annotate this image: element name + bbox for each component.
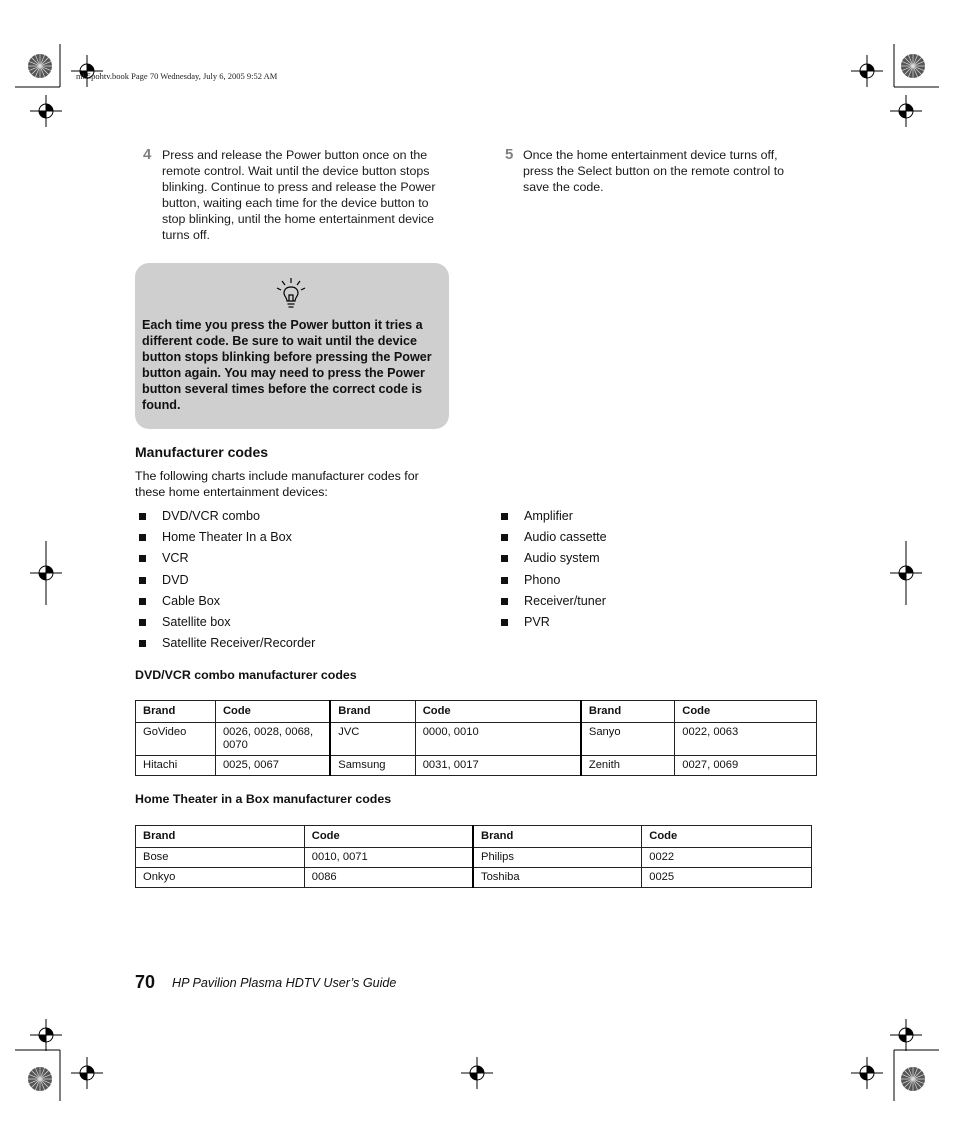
table-header-row: [136, 701, 817, 723]
list-item: PVR: [497, 614, 797, 635]
bullet-icon: [501, 513, 508, 520]
table-row: [136, 756, 817, 776]
htib-table: [135, 825, 812, 888]
list-item: Phono: [497, 572, 797, 593]
column-header: Brand: [136, 701, 216, 723]
reg-star-br: [901, 1067, 925, 1091]
table-row: [136, 723, 817, 756]
column-header: Brand: [136, 826, 305, 848]
table-cell: 0025: [642, 868, 812, 888]
reg-star-tl: [28, 54, 52, 78]
reg-cross-9: [71, 1057, 103, 1089]
column-header: Code: [215, 701, 330, 723]
column-header: Brand: [330, 701, 415, 723]
bullet-icon: [139, 619, 146, 626]
bullet-icon: [139, 555, 146, 562]
table-cell: 0027, 0069: [675, 756, 817, 776]
reg-cross-8: [890, 1019, 922, 1051]
htib-table-title: Home Theater in a Box manufacturer codes: [135, 792, 392, 806]
list-item: Cable Box: [135, 593, 435, 614]
reg-cross-7: [30, 1019, 62, 1051]
column-header: Code: [304, 826, 473, 848]
section-title: Manufacturer codes: [135, 444, 269, 460]
table-cell: 0000, 0010: [415, 723, 581, 756]
dvd-vcr-table-title: DVD/VCR combo manufacturer codes: [135, 668, 357, 682]
table-cell: Hitachi: [136, 756, 216, 776]
list-item: Audio cassette: [497, 529, 797, 550]
table-row: [136, 868, 812, 888]
guide-title: HP Pavilion Plasma HDTV User’s Guide: [172, 976, 397, 990]
table-row: [136, 848, 812, 868]
list-item: Satellite Receiver/Recorder: [135, 635, 435, 656]
bullet-icon: [501, 577, 508, 584]
table-cell: Samsung: [330, 756, 415, 776]
table-cell: Onkyo: [136, 868, 305, 888]
list-item: Amplifier: [497, 508, 797, 529]
bullet-icon: [501, 619, 508, 626]
page-number: 70: [135, 972, 156, 992]
list-item: Receiver/tuner: [497, 593, 797, 614]
section-intro: The following charts include manufacturer codes for these home entertainment devices:: [135, 469, 419, 499]
reg-star-tr: [901, 54, 925, 78]
bullet-icon: [139, 513, 146, 520]
table-cell: 0031, 0017: [415, 756, 581, 776]
table-cell: JVC: [330, 723, 415, 756]
table-cell: 0086: [304, 868, 473, 888]
table-cell: Toshiba: [473, 868, 642, 888]
table-cell: GoVideo: [136, 723, 216, 756]
bullet-icon: [139, 577, 146, 584]
bullet-icon: [139, 534, 146, 541]
tip-box: [135, 263, 449, 429]
column-header: Code: [675, 701, 817, 723]
list-item: Home Theater In a Box: [135, 529, 435, 550]
bullet-icon: [501, 598, 508, 605]
print-header: mb5pohtv.book Page 70 Wednesday, July 6, 2005 9:52 AM: [76, 71, 278, 81]
tip-text: Each time you press the Power button it tries a different code. Be sure to wait until the device button stops blinking before pressing the Power button again. You may need to press the Power button several times before the correct code is found.: [142, 318, 432, 412]
bullet-icon: [139, 598, 146, 605]
device-list-left: [135, 508, 435, 656]
device-list-right: [497, 508, 797, 635]
table-cell: 0022: [642, 848, 812, 868]
dvd-vcr-table: [135, 700, 817, 776]
list-item: VCR: [135, 550, 435, 571]
step-5-text: Once the home entertainment device turns off, press the Select button on the remote control to save the code.: [523, 148, 785, 194]
reg-cross-11: [851, 1057, 883, 1089]
bullet-icon: [501, 555, 508, 562]
column-header: Code: [415, 701, 581, 723]
table-cell: Sanyo: [581, 723, 675, 756]
table-header-row: [136, 826, 812, 848]
list-item: DVD/VCR combo: [135, 508, 435, 529]
lightbulb-icon: [275, 277, 307, 311]
table-cell: Philips: [473, 848, 642, 868]
reg-cross-10: [461, 1057, 493, 1089]
bullet-icon: [501, 534, 508, 541]
table-cell: 0022, 0063: [675, 723, 817, 756]
reg-cross-3: [30, 95, 62, 127]
column-header: Brand: [473, 826, 642, 848]
reg-star-bl: [28, 1067, 52, 1091]
table-cell: 0025, 0067: [215, 756, 330, 776]
list-item: Audio system: [497, 550, 797, 571]
list-item: DVD: [135, 572, 435, 593]
table-cell: Zenith: [581, 756, 675, 776]
column-header: Code: [642, 826, 812, 848]
step-4-text: Press and release the Power button once on the remote control. Wait until the device button stops blinking. Continue to press and release the Power button, waiting each time for the device button to stop blinking, until the home entertainment device turns off.: [162, 148, 436, 242]
reg-cross-4: [890, 95, 922, 127]
reg-cross-2: [851, 55, 883, 87]
table-cell: Bose: [136, 848, 305, 868]
bullet-icon: [139, 640, 146, 647]
column-header: Brand: [581, 701, 675, 723]
table-cell: 0026, 0028, 0068, 0070: [215, 723, 330, 756]
table-cell: 0010, 0071: [304, 848, 473, 868]
list-item: Satellite box: [135, 614, 435, 635]
